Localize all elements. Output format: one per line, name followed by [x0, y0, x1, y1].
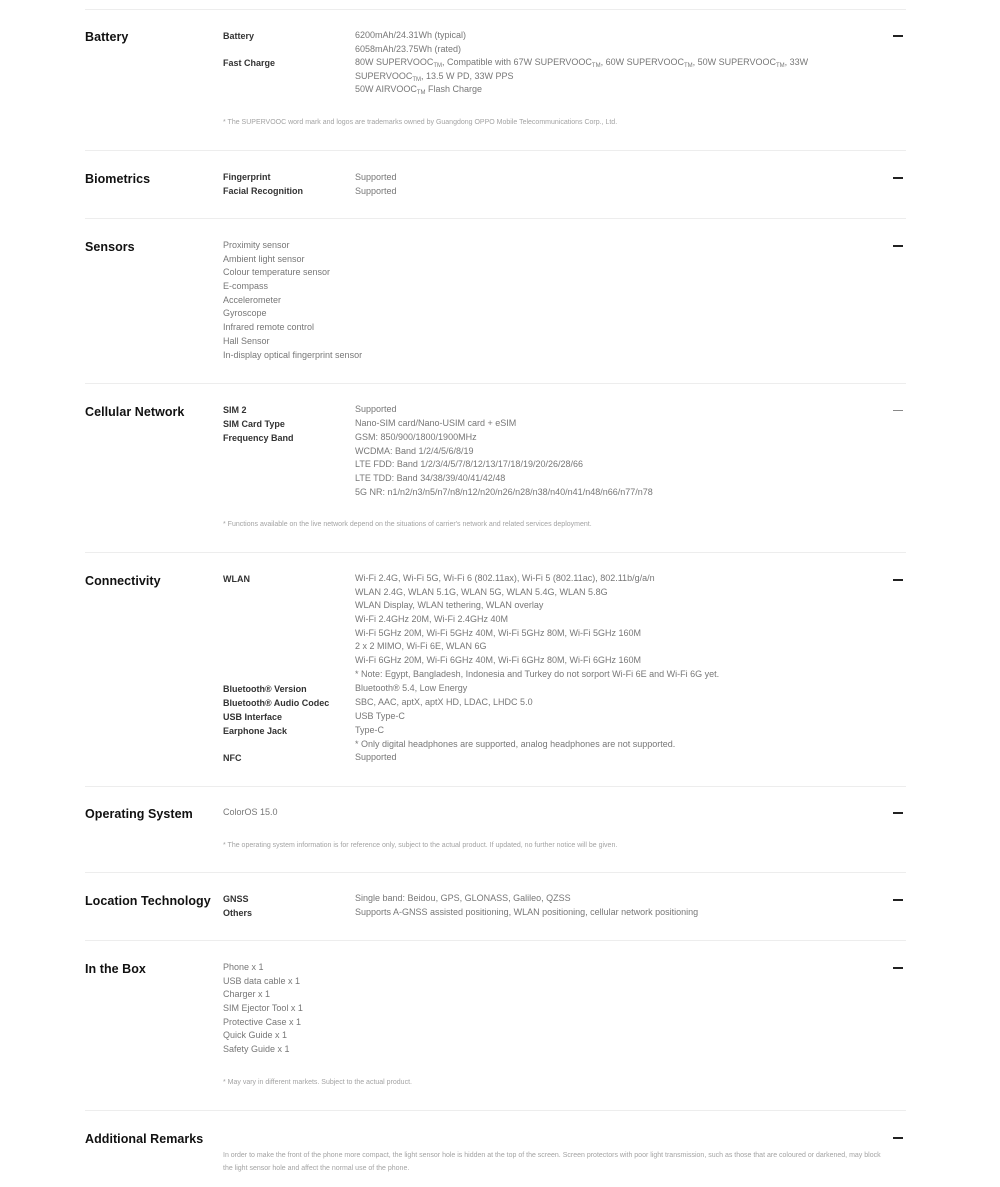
- spec-value-wlan: Wi-Fi 2.4G, Wi-Fi 5G, Wi-Fi 6 (802.11ax), Wi-Fi 5 (802.11ac), 802.11b/g/a/n WLAN 2.4G, WLAN 5.1G, WLAN 5G, WLAN 5.4G, WLAN 5.8G WLAN Display, WLAN tethering, WLAN overlay Wi-Fi 2.4GHz 20M, Wi-Fi 2.4GHz 40M Wi-Fi 5GHz 20M, Wi-Fi 5GHz 40M, Wi-Fi 5GHz 80M, Wi-Fi 5GHz 160M 2 x 2 MIMO, Wi-Fi 6E, WLAN 6G Wi-Fi 6GHz 20M, Wi-Fi 6GHz 40M, Wi-Fi 6GHz 80M, Wi-Fi 6GHz 160M * Note: Egypt, Bangladesh, Indonesia and Turkey do not sorport Wi-Fi 6E and Wi-Fi 6G yet.: [355, 573, 720, 679]
- section-title-os: Operating System: [85, 807, 193, 821]
- spec-value-os: ColorOS 15.0: [223, 807, 278, 817]
- spec-label-earphone-jack: Earphone Jack: [223, 726, 288, 736]
- spec-label-sim-card-type: SIM Card Type: [223, 419, 285, 429]
- divider: [85, 383, 906, 384]
- collapse-battery-icon[interactable]: [893, 31, 903, 41]
- spec-value-earphone-jack: Type-C * Only digital headphones are supported, analog headphones are not supported.: [355, 725, 676, 749]
- spec-value-sim-2: Supported: [355, 404, 397, 414]
- list-item: Safety Guide x 1: [223, 1044, 290, 1055]
- box-footnote: * May vary in different markets. Subject to the actual product.: [223, 1079, 412, 1086]
- spec-label-fingerprint: Fingerprint: [223, 172, 271, 182]
- cellular-footnote: * Functions available on the live network depend on the situations of carrier's network and related services deployment.: [223, 521, 592, 528]
- collapse-cellular-icon[interactable]: [893, 406, 903, 416]
- section-title-biometrics: Biometrics: [85, 172, 151, 186]
- list-item: Colour temperature sensor: [223, 267, 331, 278]
- list-item: SIM Ejector Tool x 1: [223, 1003, 303, 1014]
- collapse-sensors-icon[interactable]: [893, 241, 903, 251]
- divider: [85, 786, 906, 787]
- divider: [85, 150, 906, 151]
- list-item: Ambient light sensor: [223, 253, 305, 264]
- collapse-remarks-icon[interactable]: [893, 1133, 903, 1143]
- list-item: Phone x 1: [223, 962, 264, 972]
- collapse-os-icon[interactable]: [893, 808, 903, 818]
- list-item: E-compass: [223, 281, 269, 292]
- collapse-location-icon[interactable]: [893, 895, 903, 905]
- section-title-remarks: Additional Remarks: [85, 1132, 204, 1146]
- spec-value-frequency-band: GSM: 850/900/1800/1900MHz WCDMA: Band 1/2/4/5/6/8/19 LTE FDD: Band 1/2/3/4/5/7/8/12/13/17/18/19/20/26/28/66 LTE TDD: Band 34/38/39/40/41/42/48 5G NR: n1/n2/n3/n5/n7/n8/n12/n20/n26/n28/n38/n40/n41/n48/n66/n77/n78: [355, 432, 653, 497]
- list-item: Gyroscope: [223, 308, 267, 319]
- spec-label-others: Others: [223, 908, 253, 918]
- spec-label-battery: Battery: [223, 31, 255, 41]
- battery-footnote: * The SUPERVOOC word mark and logos are trademarks owned by Guangdong OPPO Mobile Telecommunications Corp., Ltd.: [223, 119, 618, 126]
- section-title-location: Location Technology: [85, 894, 211, 908]
- spec-value-bluetooth-audio-codec: SBC, AAC, aptX, aptX HD, LDAC, LHDC 5.0: [355, 697, 533, 707]
- list-item: In-display optical fingerprint sensor: [223, 349, 363, 360]
- sensors-list: [223, 239, 362, 362]
- spec-value-gnss: Single band: Beidou, GPS, GLONASS, Galileo, QZSS: [355, 893, 571, 903]
- spec-label-frequency-band: Frequency Band: [223, 433, 294, 443]
- divider: [85, 9, 906, 10]
- spec-value-facial-recognition: Supported: [355, 186, 397, 196]
- spec-label-gnss: GNSS: [223, 894, 249, 904]
- spec-label-bluetooth-audio-codec: Bluetooth® Audio Codec: [223, 698, 330, 708]
- spec-value-nfc: Supported: [355, 752, 397, 762]
- spec-value-bluetooth-version: Bluetooth® 5.4, Low Energy: [355, 683, 468, 693]
- spec-label-usb-interface: USB Interface: [223, 712, 283, 722]
- section-title-sensors: Sensors: [85, 240, 135, 254]
- list-item: Charger x 1: [223, 989, 271, 1000]
- divider: [85, 940, 906, 941]
- box-contents-list: [223, 961, 303, 1057]
- spec-label-facial-recognition: Facial Recognition: [223, 186, 304, 196]
- divider: [85, 552, 906, 553]
- collapse-biometrics-icon[interactable]: [893, 173, 903, 183]
- spec-value-usb-interface: USB Type-C: [355, 711, 405, 721]
- section-title-battery: Battery: [85, 30, 129, 44]
- spec-value-fast-charge: 80W $SUPERVOOC_{TM}$, Compatible with 67W $SUPERVOOC_{TM}$, 60W $SUPERVOOC_{TM}$, 50W $SUPERVOOC_{TM}$, 33W $SUPERVOOC_{TM}$, 13.5 W PD, 33W PPS 50W $AIRVOOC_{TM}$ Flash Charge: [355, 57, 809, 97]
- section-title-cellular: Cellular Network: [85, 405, 185, 419]
- divider: [85, 218, 906, 219]
- os-footnote: * The operating system information is for reference only, subject to the actual product. If updated, no further notice will be given.: [223, 842, 618, 849]
- spec-value-sim-card-type: Nano-SIM card/Nano-USIM card + eSIM: [355, 418, 517, 428]
- divider: [85, 1110, 906, 1111]
- spec-value-battery: 6200mAh/24.31Wh (typical) 6058mAh/23.75Wh (rated): [355, 30, 467, 54]
- section-title-connectivity: Connectivity: [85, 574, 161, 588]
- list-item: Quick Guide x 1: [223, 1030, 288, 1041]
- list-item: Accelerometer: [223, 294, 282, 305]
- section-title-box: In the Box: [85, 962, 146, 976]
- list-item: Infrared remote control: [223, 322, 315, 333]
- spec-label-nfc: NFC: [223, 753, 242, 763]
- spec-label-bluetooth-version: Bluetooth® Version: [223, 684, 307, 694]
- spec-label-fast-charge: Fast Charge: [223, 58, 276, 68]
- collapse-box-icon[interactable]: [893, 963, 903, 973]
- divider: [85, 872, 906, 873]
- spec-label-sim-2: SIM 2: [223, 405, 247, 415]
- list-item: USB data cable x 1: [223, 975, 301, 986]
- spec-value-fingerprint: Supported: [355, 172, 397, 182]
- remarks-text: In order to make the front of the phone more compact, the light sensor hole is hidden at the top of the screen. Screen protectors with poor light transmission, such as those that are coloured or darkened, may block the light sensor hole and affect the normal use of the phone.: [223, 1152, 881, 1172]
- list-item: Protective Case x 1: [223, 1016, 302, 1027]
- spec-value-others: Supports A-GNSS assisted positioning, WLAN positioning, cellular network positioning: [355, 907, 699, 917]
- spec-label-wlan: WLAN: [223, 574, 250, 584]
- collapse-connectivity-icon[interactable]: [893, 575, 903, 585]
- list-item: Hall Sensor: [223, 335, 270, 346]
- list-item: Proximity sensor: [223, 240, 290, 250]
